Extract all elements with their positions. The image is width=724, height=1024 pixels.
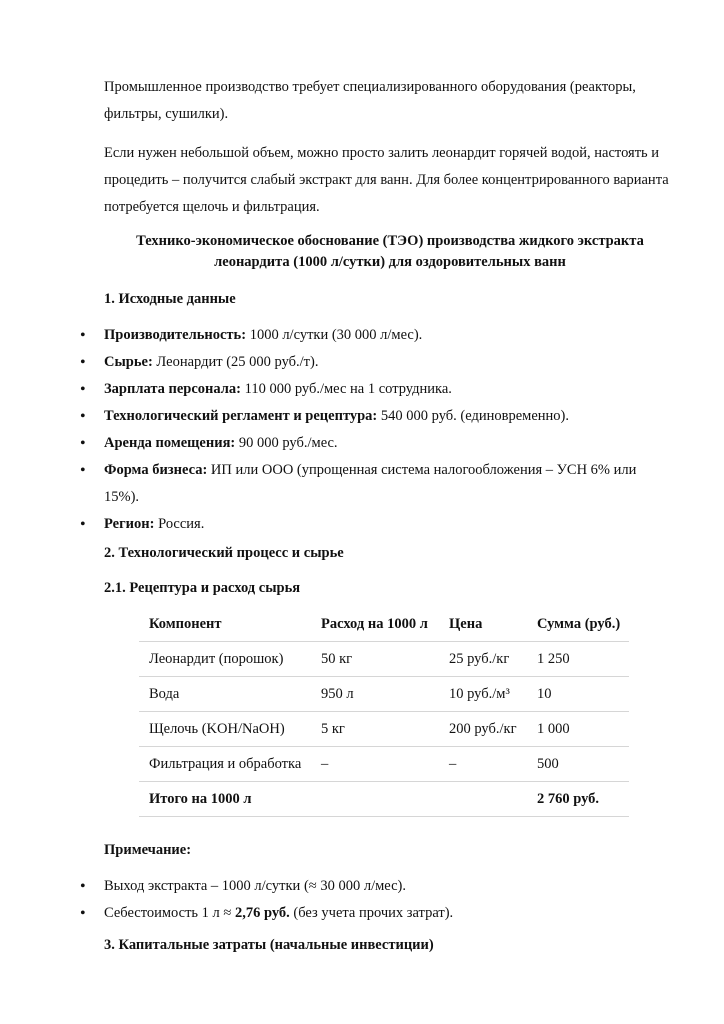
column-header: Расход на 1000 л bbox=[321, 615, 428, 632]
document-title-line-1: Технико-экономическое обоснование (ТЭО) производства жидкого экстракта bbox=[136, 233, 644, 249]
item-text: 90 000 руб./мес. bbox=[235, 435, 338, 451]
table-cell: 10 руб./м³ bbox=[449, 685, 510, 702]
item-text: (без учета прочих затрат). bbox=[289, 905, 454, 921]
initial-data-list bbox=[0, 322, 724, 538]
bullet-icon: • bbox=[80, 381, 86, 398]
intro-paragraph-2: Если нужен небольшой объем, можно просто залить леонардит горячей водой, настоять и процедить – получится слабый экстракт для ванн. Для более концентрированного варианта потребуется щелочь и фильтрация. bbox=[104, 145, 669, 215]
table-cell: 2 760 руб. bbox=[537, 790, 600, 807]
note-heading: Примечание: bbox=[104, 842, 192, 858]
item-label: Регион: bbox=[104, 516, 155, 532]
section-2-1-heading: 2.1. Рецептура и расход сырья bbox=[104, 580, 301, 596]
table-cell: 25 руб./кг bbox=[449, 650, 510, 667]
section-1-heading: 1. Исходные данные bbox=[104, 291, 236, 307]
bullet-icon: • bbox=[80, 354, 86, 371]
list-item bbox=[0, 457, 684, 511]
item-text-continued: 15%). bbox=[104, 489, 140, 505]
bullet-icon: • bbox=[80, 905, 86, 922]
list-item bbox=[0, 430, 684, 457]
item-text: 540 000 руб. (единовременно). bbox=[377, 408, 569, 424]
note-list bbox=[0, 873, 724, 927]
list-item bbox=[0, 322, 684, 349]
list-item bbox=[0, 376, 684, 403]
bullet-icon: • bbox=[80, 516, 86, 533]
column-header: Компонент bbox=[149, 615, 222, 632]
item-text: ИП или ООО (упрощенная система налогообложения – УСН 6% или bbox=[207, 462, 637, 478]
table-cell: – bbox=[449, 755, 457, 772]
item-text: Выход экстракта – 1000 л/сутки (≈ 30 000 л/мес). bbox=[104, 878, 406, 894]
item-text: 110 000 руб./мес на 1 сотрудника. bbox=[241, 381, 452, 397]
table-cell: 5 кг bbox=[321, 720, 345, 737]
list-item bbox=[0, 403, 684, 430]
table-row bbox=[139, 642, 629, 677]
item-text: Леонардит (25 000 руб./т). bbox=[152, 354, 319, 370]
table-cell: 10 bbox=[537, 685, 552, 702]
item-label: Форма бизнеса: bbox=[104, 462, 208, 478]
list-item bbox=[0, 511, 684, 538]
table-cell: 950 л bbox=[321, 685, 354, 702]
bullet-icon: • bbox=[80, 435, 86, 452]
table-total-row bbox=[139, 782, 629, 817]
table-cell: Вода bbox=[149, 685, 180, 702]
table-cell: – bbox=[321, 755, 329, 772]
table-cell: 1 250 bbox=[537, 650, 570, 667]
table-header-row bbox=[139, 607, 629, 642]
bullet-icon: • bbox=[80, 408, 86, 425]
bullet-icon: • bbox=[80, 327, 86, 344]
table-cell: Щелочь (KOH/NaOH) bbox=[149, 720, 285, 737]
table-cell bbox=[311, 782, 439, 817]
section-3-heading: 3. Капитальные затраты (начальные инвестиции) bbox=[104, 937, 434, 953]
table-cell: 200 руб./кг bbox=[449, 720, 517, 737]
list-item bbox=[0, 873, 684, 900]
item-value: 2,76 руб. bbox=[234, 905, 290, 921]
table-cell: Леонардит (порошок) bbox=[149, 650, 284, 667]
list-item bbox=[0, 900, 684, 927]
bullet-icon: • bbox=[80, 462, 86, 479]
item-label: Производительность: bbox=[104, 327, 247, 343]
table-cell: 50 кг bbox=[321, 650, 353, 667]
bullet-icon: • bbox=[80, 878, 86, 895]
item-label: Аренда помещения: bbox=[104, 435, 236, 451]
item-text: Себестоимость 1 л ≈ bbox=[104, 905, 235, 921]
table-cell bbox=[439, 782, 527, 817]
item-text: Россия. bbox=[154, 516, 205, 532]
item-label: Зарплата персонала: bbox=[104, 381, 241, 397]
column-header: Цена bbox=[449, 615, 483, 632]
item-label: Технологический регламент и рецептура: bbox=[104, 408, 378, 424]
recipe-table bbox=[139, 607, 629, 817]
table-row bbox=[139, 677, 629, 712]
intro-paragraph-1: Промышленное производство требует специализированного оборудования (реакторы, фильтры, сушилки). bbox=[104, 79, 636, 122]
item-label: Сырье: bbox=[104, 354, 153, 370]
column-header: Сумма (руб.) bbox=[537, 615, 621, 632]
item-text: 1000 л/сутки (30 000 л/мес). bbox=[246, 327, 423, 343]
document-title-line-2: леонардита (1000 л/сутки) для оздоровительных ванн bbox=[214, 254, 566, 270]
list-item bbox=[0, 349, 684, 376]
table-cell: 1 000 bbox=[537, 720, 570, 737]
table-cell: Итого на 1000 л bbox=[149, 790, 252, 807]
table-cell: Фильтрация и обработка bbox=[149, 755, 302, 772]
table-cell: 500 bbox=[537, 755, 559, 772]
section-2-heading: 2. Технологический процесс и сырье bbox=[104, 545, 344, 561]
table-row bbox=[139, 747, 629, 782]
table-row bbox=[139, 712, 629, 747]
